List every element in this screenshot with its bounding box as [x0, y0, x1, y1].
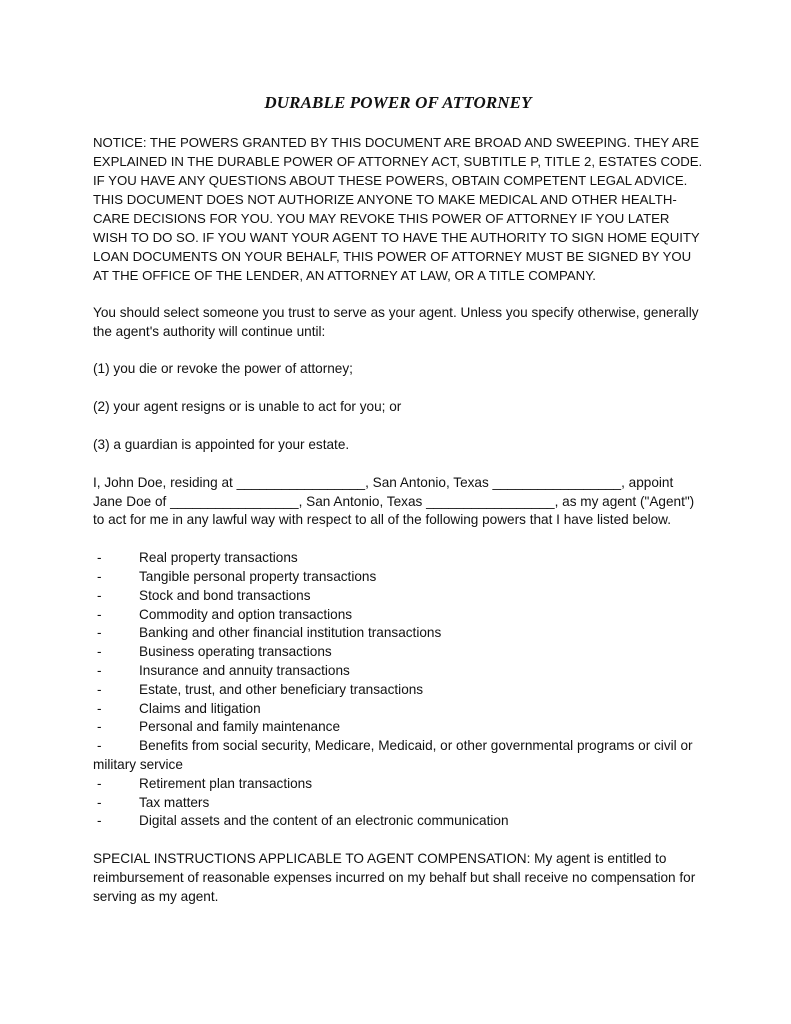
- list-dash: -: [97, 587, 102, 603]
- power-item: [93, 643, 703, 662]
- list-dash: -: [97, 550, 102, 566]
- power-label: Estate, trust, and other beneficiary transactions: [139, 681, 424, 697]
- list-dash: -: [97, 794, 102, 810]
- list-dash: -: [97, 606, 102, 622]
- power-item: [93, 700, 703, 719]
- special-instructions-paragraph: SPECIAL INSTRUCTIONS APPLICABLE TO AGENT COMPENSATION: My agent is entitled to reimbursement of reasonable expenses incurred on my behalf but shall receive no compensation for serving as my agent.: [93, 851, 696, 904]
- power-item: [93, 718, 703, 737]
- list-dash: -: [97, 644, 102, 660]
- power-item: [93, 587, 703, 606]
- appointment-paragraph: I, John Doe, residing at _________________, San Antonio, Texas _________________, appoint Jane Doe of _________________, San Antonio, Texas _________________, as my agent ("Agent") to act for me in any lawful way with respect to all of the following powers that I have listed below.: [93, 474, 695, 528]
- power-label: Tax matters: [139, 794, 210, 810]
- power-label: Retirement plan transactions: [139, 775, 313, 791]
- power-label: Stock and bond transactions: [139, 587, 311, 603]
- power-label: Banking and other financial institution transactions: [139, 625, 442, 641]
- power-item: [93, 624, 703, 643]
- list-dash: -: [97, 719, 102, 735]
- power-label: Business operating transactions: [139, 644, 332, 660]
- power-label: Digital assets and the content of an electronic communication: [139, 813, 509, 829]
- list-dash: -: [97, 681, 102, 697]
- power-item: [93, 568, 703, 587]
- list-dash: -: [97, 662, 102, 678]
- power-item: [93, 794, 703, 813]
- powers-list: [93, 549, 703, 831]
- power-item: [93, 549, 703, 568]
- condition-item: (2) your agent resigns or is unable to act for you; or: [93, 399, 402, 415]
- power-label: Claims and litigation: [139, 700, 261, 716]
- power-label: Real property transactions: [139, 550, 298, 566]
- list-dash: -: [97, 700, 102, 716]
- condition-item: (1) you die or revoke the power of attorney;: [93, 361, 353, 377]
- document-title: DURABLE POWER OF ATTORNEY: [264, 93, 532, 112]
- list-dash: -: [97, 625, 102, 641]
- power-label: Personal and family maintenance: [139, 719, 340, 735]
- list-dash: -: [97, 568, 102, 584]
- power-item: [93, 681, 703, 700]
- intro-paragraph: You should select someone you trust to serve as your agent. Unless you specify otherwise, generally the agent's authority will continue until:: [93, 304, 699, 339]
- power-item: [93, 775, 703, 794]
- power-item: [93, 812, 703, 831]
- power-item: [93, 737, 703, 775]
- power-label: Tangible personal property transactions: [139, 568, 377, 584]
- list-dash: -: [97, 738, 102, 754]
- power-label: Commodity and option transactions: [139, 606, 353, 622]
- condition-item: (3) a guardian is appointed for your estate.: [93, 436, 350, 452]
- notice-paragraph: NOTICE: THE POWERS GRANTED BY THIS DOCUMENT ARE BROAD AND SWEEPING. THEY ARE EXPLAINED IN THE DURABLE POWER OF ATTORNEY ACT, SUBTITLE P, TITLE 2, ESTATES CODE. IF YOU HAVE ANY QUESTIONS ABOUT THESE POWERS, OBTAIN COMPETENT LEGAL ADVICE. THIS DOCUMENT DOES NOT AUTHORIZE ANYONE TO MAKE MEDICAL AND OTHER HEALTH-CARE DECISIONS FOR YOU. YOU MAY REVOKE THIS POWER OF ATTORNEY IF YOU LATER WISH TO DO SO. IF YOU WANT YOUR AGENT TO HAVE THE AUTHORITY TO SIGN HOME EQUITY LOAN DOCUMENTS ON YOUR BEHALF, THIS POWER OF ATTORNEY MUST BE SIGNED BY YOU AT THE OFFICE OF THE LENDER, AN ATTORNEY AT LAW, OR A TITLE COMPANY.: [93, 134, 703, 283]
- list-dash: -: [97, 813, 102, 829]
- document-page: [93, 94, 703, 926]
- power-item: [93, 662, 703, 681]
- power-label: Benefits from social security, Medicare, Medicaid, or other governmental programs or civil or military service: [93, 738, 693, 772]
- power-item: [93, 606, 703, 625]
- power-label: Insurance and annuity transactions: [139, 662, 350, 678]
- list-dash: -: [97, 775, 102, 791]
